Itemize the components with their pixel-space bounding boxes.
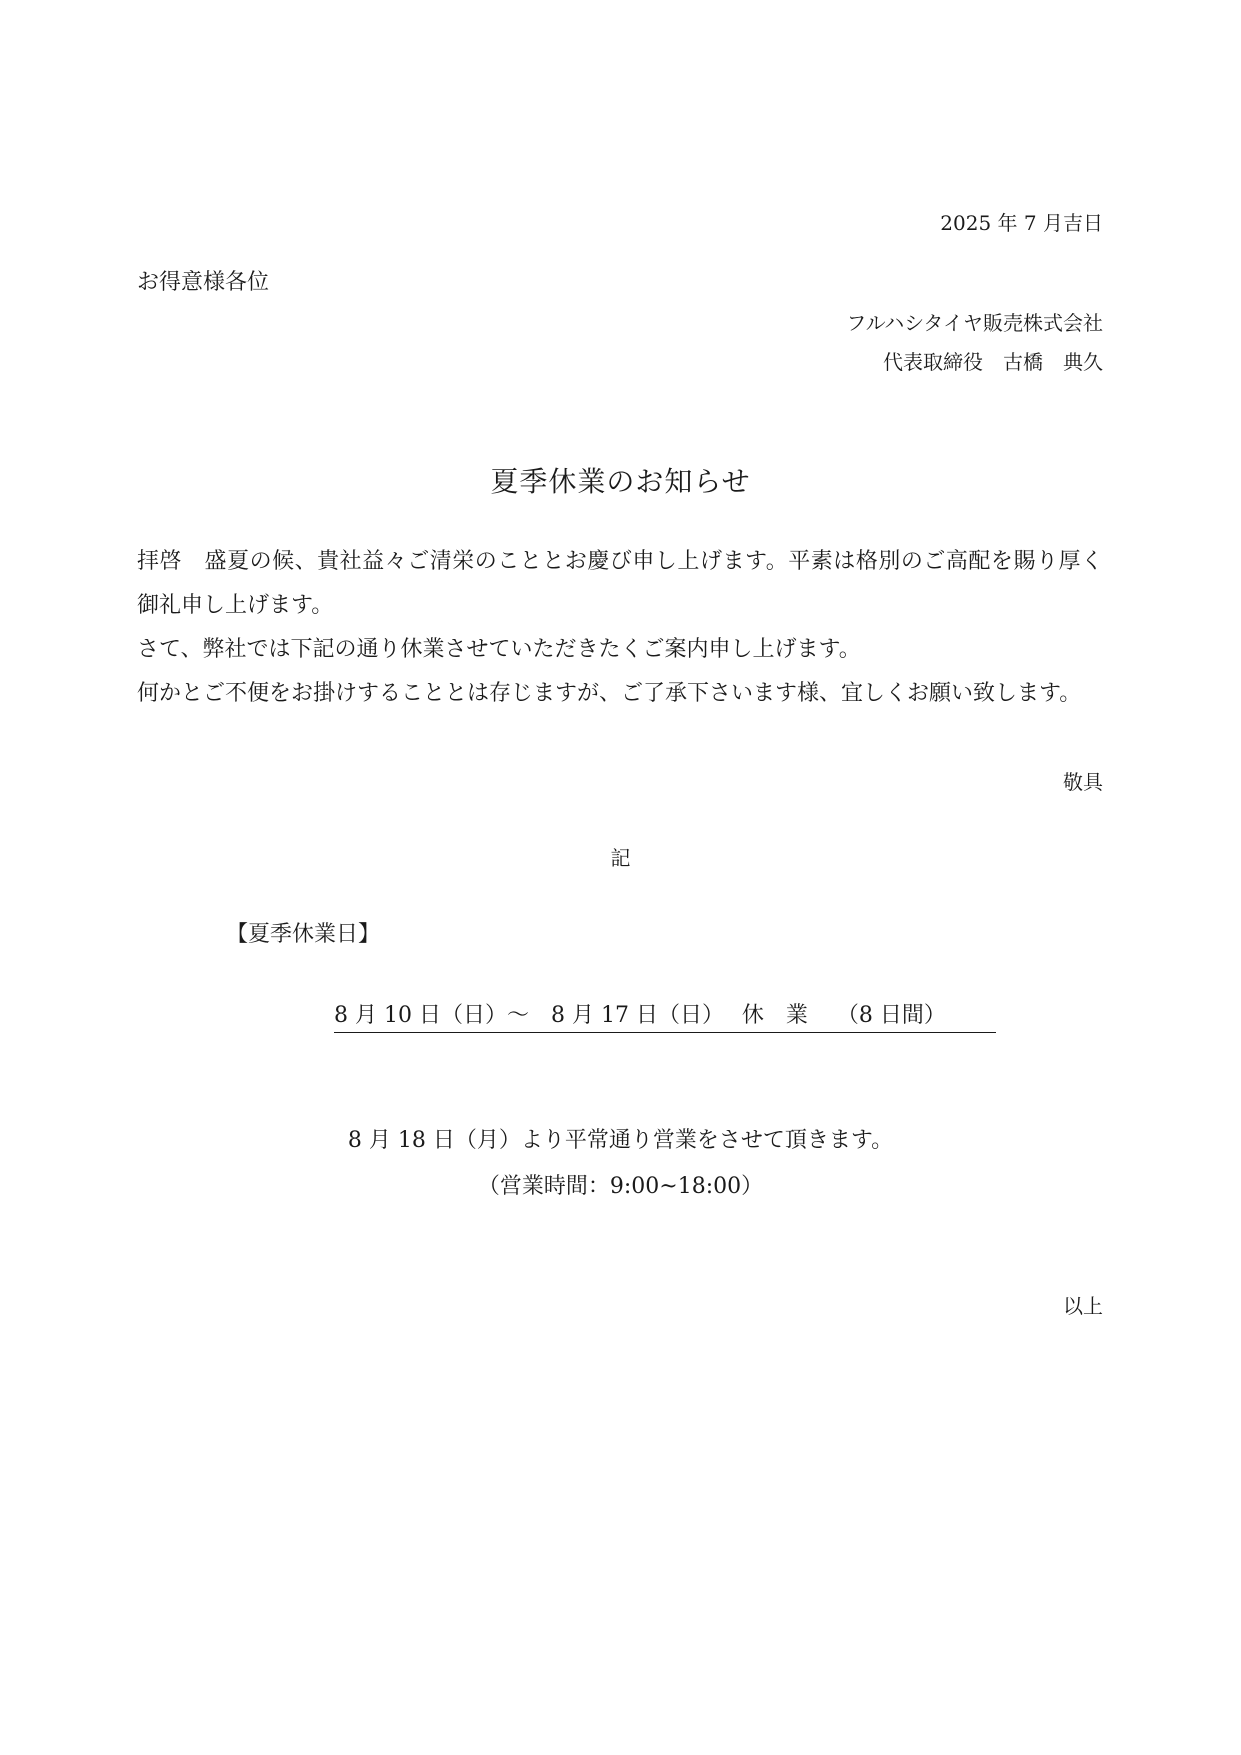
business-hours: （営業時間：9:00~18:00） — [477, 1174, 764, 1199]
recipient: お得意様各位 — [137, 270, 270, 295]
body-paragraph-greeting: 拝啓 盛夏の候、貴社益々ご清栄のこととお慶び申し上げます。平素は格別のご高配を賜り厚く御礼申し上げます。 — [137, 549, 1103, 618]
holiday-period: 8 月 10 日（日）～ 8 月 17 日（日） 休 業 （8 日間） — [334, 1003, 946, 1028]
closing-keigu: 敬具 — [1063, 770, 1103, 794]
resume-notice: 8 月 18 日（月）より平常通り営業をさせて頂きます。 — [347, 1128, 894, 1153]
company-name: フルハシタイヤ販売株式会社 — [846, 311, 1103, 335]
closing-ijou: 以上 — [1063, 1294, 1103, 1318]
holiday-heading: 【夏季休業日】 — [226, 922, 381, 947]
page-title: 夏季休業のお知らせ — [490, 465, 751, 498]
ki-marker: 記 — [610, 846, 631, 870]
document-date: 2025 年 7 月吉日 — [940, 211, 1103, 235]
body-paragraph-apology: 何かとご不便をお掛けすることとは存じますが、ご了承下さいます様、宜しくお願い致します。 — [137, 681, 1082, 706]
representative: 代表取締役 古橋 典久 — [883, 350, 1103, 374]
holiday-period-underline — [334, 1032, 996, 1033]
body-paragraph-notice: さて、弊社では下記の通り休業させていただきたくご案内申し上げます。 — [137, 637, 861, 662]
body-text — [137, 540, 1103, 716]
